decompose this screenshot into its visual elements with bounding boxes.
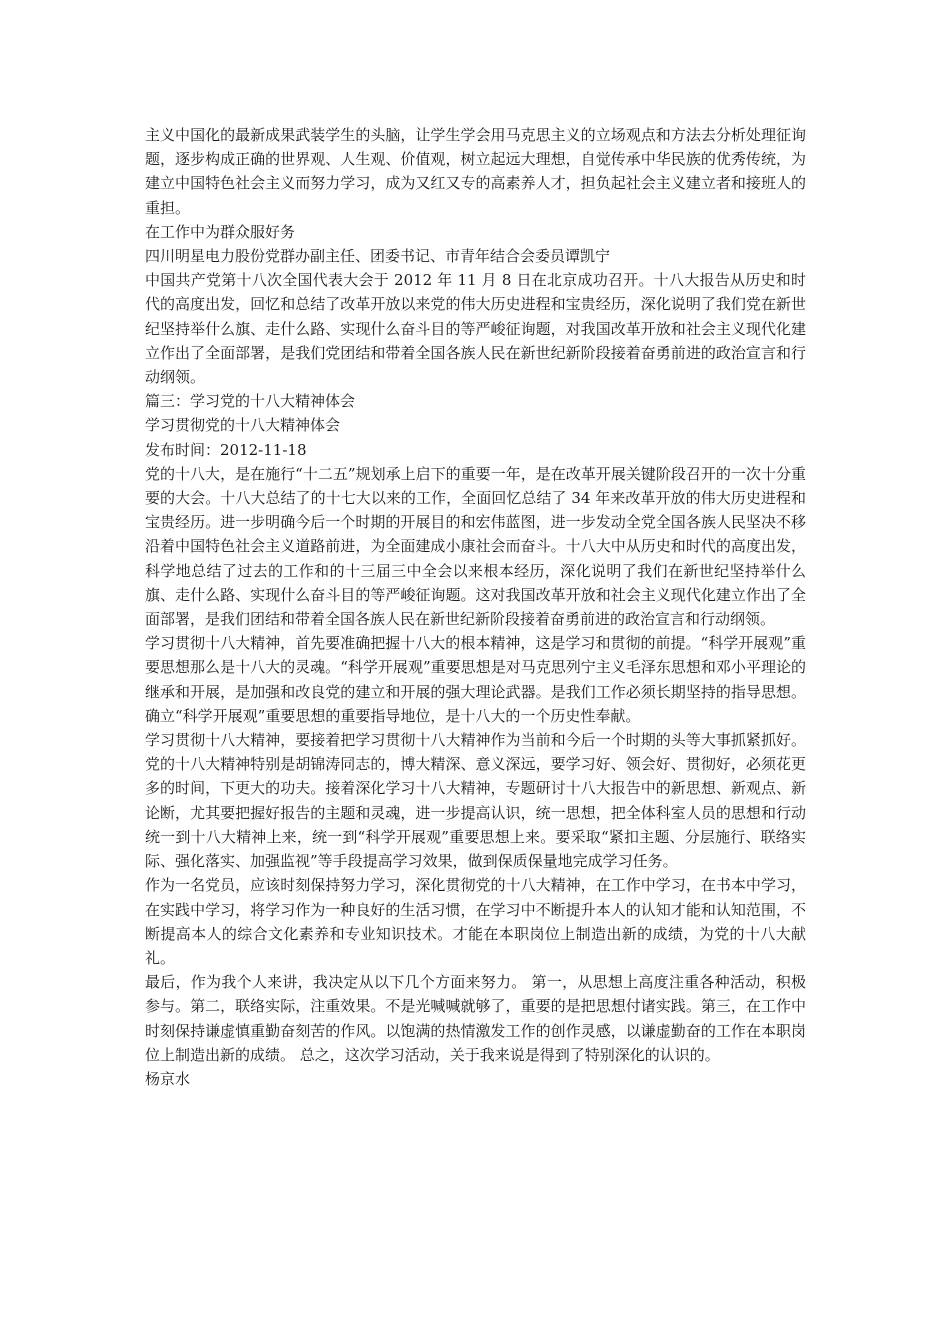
paragraph-party-member: 作为一名党员，应该时刻保持努力学习，深化贯彻党的十八大精神，在工作中学习，在书本中学习，在实践中学习，将学习作为一种良好的生活习惯，在学习中不断提升本人的认知才能和认知范围，不断提高本人的综合文化素养和专业知识技术。才能在本职岗位上制造出新的成绩，为党的十八大献礼。 [145,876,806,967]
section-heading-serve-people: 在工作中为群众服好务 [145,222,296,241]
paragraph-conclusion: 最后，作为我个人来讲，我决定从以下几个方面来努力。 第一，从思想上高度注重各种活动，积极参与。第二，联络实际，注重效果。不是光喊喊就够了，重要的是把思想付诸实践。第三，在工作中时刻保持谦虚慎重勤奋刻苦的作风。以饱满的热情激发工作的创作灵感，以谦虚勤奋的工作在本职岗位上制造出新的成绩。 总之，这次学习活动，关于我来说是得到了特别深化的认识的。 [145,973,806,1064]
paragraph-congress-opening: 中国共产党第十八次全国代表大会于 2012 年 11 月 8 日在北京成功召开。十八大报告从历史和时代的高度出发，回忆和总结了改革开放以来党的伟大历史进程和宝贵经历，深化说明了我们党在新世纪坚持举什么旗、走什么路、实现什么奋斗目的等严峻征询题，对我国改革开放和社会主义现代化建立作出了全面部署，是我们党团结和带着全国各族人民在新世纪新阶段接着奋勇前进的政治宣言和行动纲领。 [145,271,806,387]
paragraph-intro-continuation: 主义中国化的最新成果武装学生的头脑，让学生学会用马克思主义的立场观点和方法去分析处理征询题，逐步构成正确的世界观、人生观、价值观，树立起远大理想，自觉传承中华民族的优秀传统，为建立中国特色社会主义而努力学习，成为又红又专的高素养人才，担负起社会主义建立者和接班人的重担。 [145,126,806,217]
author-line: 四川明星电力股份党群办副主任、团委书记、市青年结合会委员谭凯宁 [145,247,611,266]
document-body [145,123,806,1091]
paragraph-core-spirit: 学习贯彻十八大精神，首先要准确把握十八大的根本精神，这是学习和贯彻的前提。“科学开展观”重要思想那么是十八大的灵魂。“科学开展观”重要思想是对马克思列宁主义毛泽东思想和邓小平理论的继承和开展，是加强和改良党的建立和开展的强大理论武器。是我们工作必须长期坚持的指导思想。确立“科学开展观”重要思想的重要指导地位，是十八大的一个历史性奉献。 [145,634,806,725]
paragraph-study-tasks: 学习贯彻十八大精神，要接着把学习贯彻十八大精神作为当前和今后一个时期的头等大事抓紧抓好。党的十八大精神特别是胡锦涛同志的，博大精深、意义深远，要学习好、领会好、贯彻好，必须花更多的时间，下更大的功夫。接着深化学习十八大精神，专题研讨十八大报告中的新思想、新观点、新论断，尤其要把握好报告的主题和灵魂，进一步提高认识，统一思想，把全体科室人员的思想和行动统一到十八大精神上来，统一到“科学开展观”重要思想上来。要采取“紧扣主题、分层施行、联络实际、强化落实、加强监视”等手段提高学习效果，做到保质保量地完成学习任务。 [145,731,806,871]
publish-date: 发布时间：2012-11-18 [145,440,307,459]
chapter-heading-part-three: 篇三：学习党的十八大精神体会 [145,392,356,411]
signature-name: 杨京水 [145,1069,191,1088]
paragraph-congress-summary: 党的十八大，是在施行“十二五”规划承上启下的重要一年，是在改革开展关键阶段召开的一次十分重要的大会。十八大总结了的十七大以来的工作，全面回忆总结了 34 年来改革开放的伟大历史进程和宝贵经历。进一步明确今后一个时期的开展目的和宏伟蓝图，进一步发动全党全国各族人民坚决不移沿着中国特色社会主义道路前进，为全面建成小康社会而奋斗。十八大中从历史和时代的高度出发，科学地总结了过去的工作和的十三届三中全会以来根本经历，深化说明了我们在新世纪坚持举什么旗、走什么路、实现什么奋斗目的等严峻征询题。这对我国改革开放和社会主义现代化建立作出了全面部署，是我们团结和带着全国各族人民在新世纪新阶段接着奋勇前进的政治宣言和行动纲领。 [145,464,806,629]
article-title: 学习贯彻党的十八大精神体会 [145,416,341,435]
